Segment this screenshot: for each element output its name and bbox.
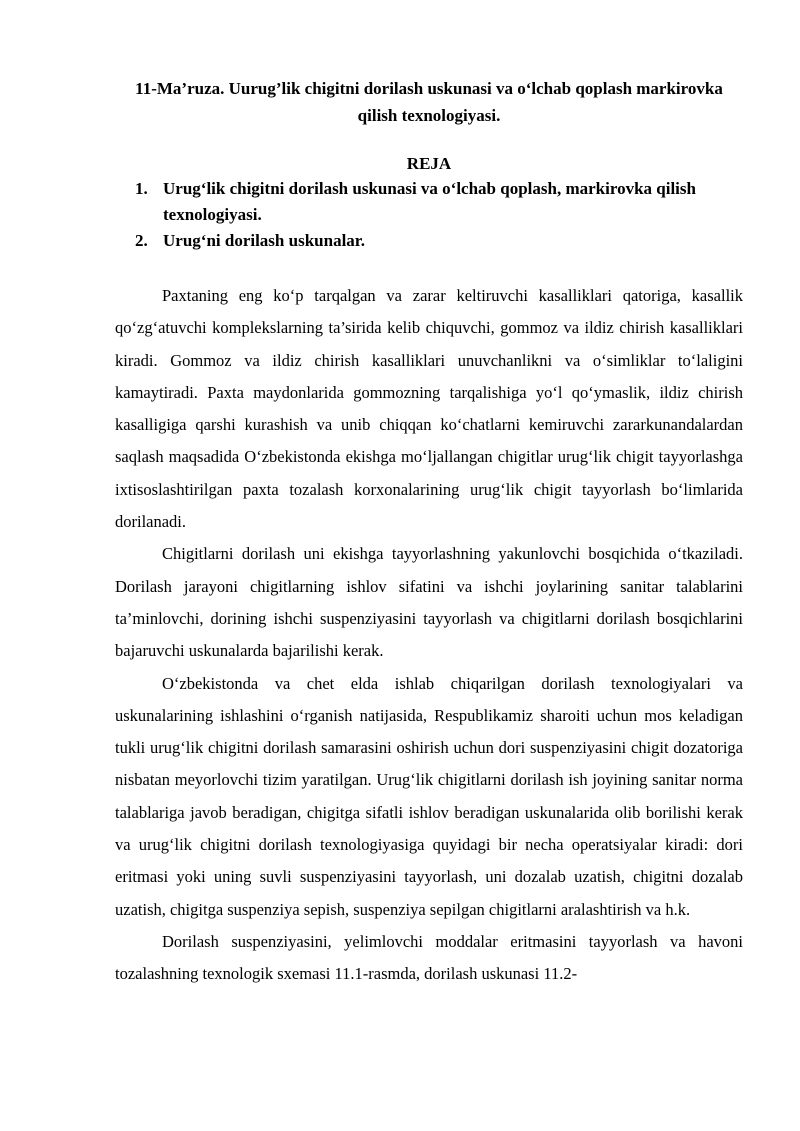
paragraph: Dorilash suspenziyasini, yelimlovchi moddalar eritmasini tayyorlash va havoni tozalashning texnologik sxemasi 11.1-rasmda, dorilash uskunasi 11.2-: [115, 931, 743, 984]
paragraph: O‘zbekistonda va chet elda ishlab chiqarilgan dorilash texnologiyalari va uskunalarining ishlashini o‘rganish natijasida, Respublikamiz sharoiti uchun mos keladigan tukli urug‘lik chigitni dorilash samarasini oshirish uchun dori suspenziyasini chigit dozatoriga nisbatan meyorlovchi tizim yaratilgan. Urug‘lik chigitlarni dorilash ish joyining sanitar norma talablariga javob beradigan, chigitga sifatli ishlov beradigan uskunalarida olib borilishi kerak va urug‘lik chigitni dorilash texnologiyasiga quyidagi bir necha operatsiyalar kiradi: dori eritmasi yoki uning suvli suspenziyasini tayyorlash, uni dozalab uzatish, chigitni dozalab uzatish, chigitga suspenziya sepish, suspenziya sepilgan chigitlarni aralashtirish va h.k.: [115, 673, 743, 919]
lecture-title: 11-Ma’ruza. Uurug’lik chigitni dorilash uskunasi va o‘lchab qoplash markirovka qilish texnologiyasi.: [135, 79, 723, 125]
plan-item: [135, 176, 735, 228]
plan-item-number: 1.: [135, 179, 148, 198]
plan-item-text: Urug‘lik chigitni dorilash uskunasi va o‘lchab qoplash, markirovka qilish texnologiyasi.: [163, 179, 696, 224]
paragraph: Paxtaning eng ko‘p tarqalgan va zarar keltiruvchi kasalliklari qatoriga, kasallik qo‘zg‘atuvchi komplekslarning ta’sirida kelib chiquvchi, gommoz va ildiz chirish kasalliklari kiradi. Gommoz va ildiz chirish kasalliklari unuvchanlikni va o‘simliklar to‘laligini kamaytiradi. Paxta maydonlarida gommozning tarqalishiga yo‘l qo‘ymaslik, ildiz chirish kasalligiga qarshi kurashish va unib chiqqan ko‘chatlarni kemiruvchi zararkunandalardan saqlash maqsadida O‘zbekistonda ekishga mo‘ljallangan chigitlar urug‘lik chigit tayyorlashga ixtisoslashtirilgan paxta tozalash korxonalarining urug‘lik chigit tayyorlash bo‘limlarida dorilanadi.: [115, 286, 743, 532]
plan-item: [135, 228, 735, 254]
plan-heading: REJA: [406, 154, 452, 173]
plan-item-number: 2.: [135, 231, 148, 250]
paragraph: Chigitlarni dorilash uni ekishga tayyorlashning yakunlovchi bosqichida o‘tkaziladi. Dorilash jarayoni chigitlarning ishlov sifatini va ishchi joylarining sanitar talablarini ta’minlovchi, dorining ishchi suspenziyasini tayyorlash va chigitlarni dorilash bosqichlarini bajaruvchi uskunalarda bajarilishi kerak.: [115, 544, 743, 661]
plan-item-text: Urug‘ni dorilash uskunalar.: [163, 231, 366, 250]
plan-list: [135, 176, 735, 254]
body-text: [115, 280, 743, 991]
